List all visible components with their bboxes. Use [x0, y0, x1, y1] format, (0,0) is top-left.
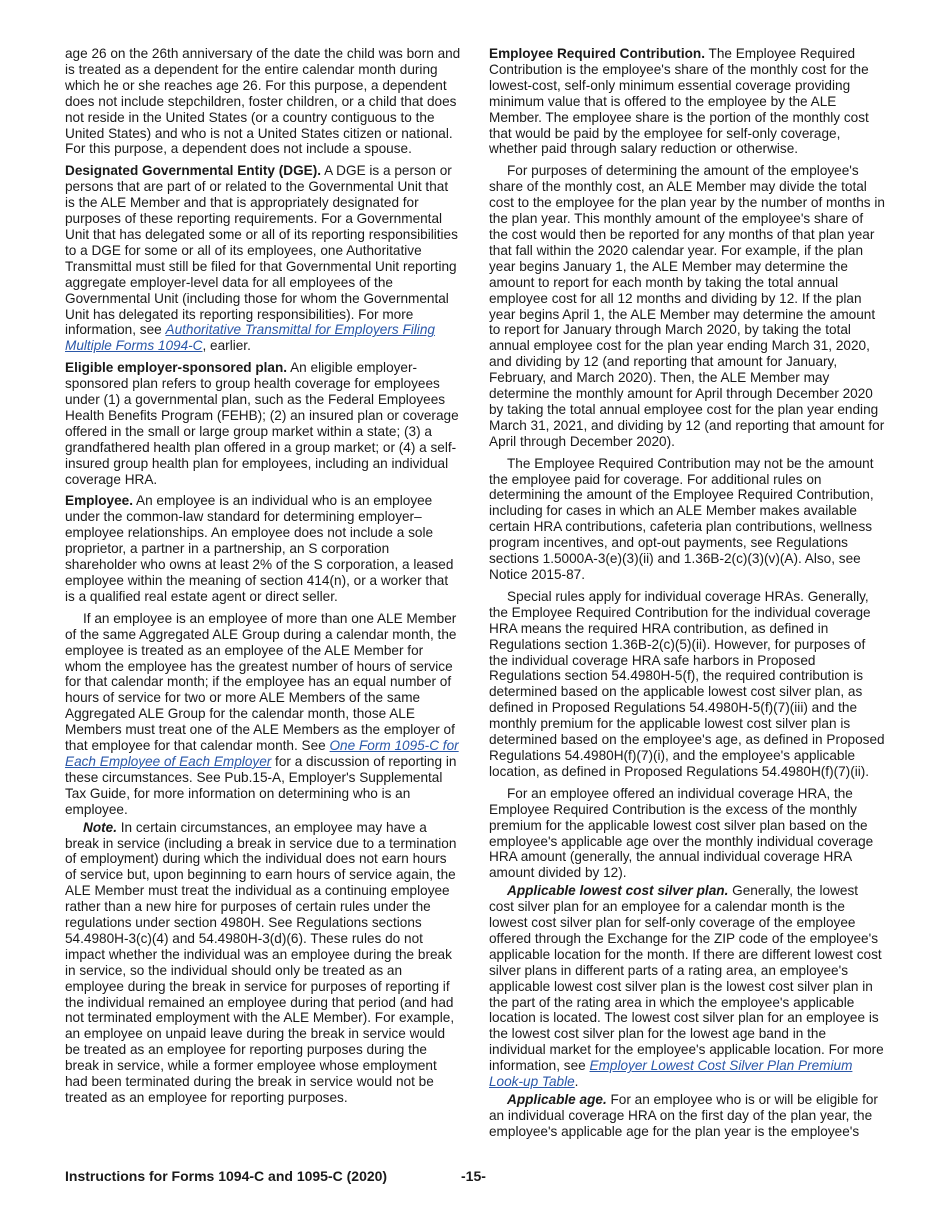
left-column	[65, 46, 461, 1112]
monthly-cost-paragraph: For purposes of determining the amount of the employee's share of the monthly cost, an ALE Member may divide the total cost to the employee for the plan year by the number of months in the plan year. This monthly amount of the employee's share of the cost would then be reported for any months of that plan year that fall within the 2020 calendar year. For example, if the plan year begins January 1, the ALE Member may determine the amount to report for each month by taking the total annual employee cost for all 12 months and dividing by 12. If the plan year begins April 1, the ALE Member may determine the amount to report for January through March 2020, by taking the total annual employee cost for the plan year ending March 31, 2020, and dividing by 12 (and reporting that amount for January, February, and March 2020). Then, the ALE Member may determine the monthly amount for April through December 2020 by taking the total annual employee cost for the plan year ending March 31, 2021, and dividing by 12 (and reporting that amount for April through December 2020).	[489, 163, 885, 449]
dependent-paragraph: age 26 on the 26th anniversary of the date the child was born and is treated as a dependent for the entire calendar month during which he or she reaches age 26. For this purpose, a dependent does not include stepchildren, foster children, or a child that does not reside in the United States (or a country contiguous to the United States) and who is not a United States citizen or national. For this purpose, a dependent does not include a spouse.	[65, 46, 461, 157]
special-rules-paragraph: Special rules apply for individual coverage HRAs. Generally, the Employee Required Contribution for the individual coverage HRA means the required HRA contribution, as defined in Regulations section 1.36B-2(c)(5)(ii). However, for purposes of the individual coverage HRA safe harbors in Proposed Regulations section 54.4980H-5(f), the required contribution is determined based on the applicable lowest cost silver plan, as defined in Proposed Regulations 54.4980H-5(f)(7)(iii) and the monthly premium for the applicable lowest cost silver plan is determined based on the employee's age, as defined in Proposed Regulations 54.4980H(f)(7)(i), and the employee's applicable location, as defined in Proposed Regulations 54.4980H(f)(7)(ii).	[489, 588, 885, 779]
eligible-plan-paragraph: Eligible employer-sponsored plan. An eligible employer-sponsored plan refers to group health coverage for employees under (1) a governmental plan, such as the Federal Employees Health Benefits Program (FEHB); (2) an insured plan or coverage offered in the small or large group market within a state; (3) a grandfathered health plan offered in a group market; or (4) a self-insured group health plan for employees, including an individual coverage HRA.	[65, 360, 459, 487]
lowest-cost-silver-paragraph: Applicable lowest cost silver plan. Generally, the lowest cost silver plan for an employee for a calendar month is the lowest cost silver plan for self-only coverage of the employee offered through the Exchange for the ZIP code of the employee's applicable location for the month. If there are different lowest cost silver plans in different parts of a rating area, an employee's applicable lowest cost silver plan is the lowest cost silver plan in the part of the rating area in which the employee's applicable location is located. The lowest cost silver plan for an employee is the lowest cost silver plan for the lowest age band in the individual market for the employee's applicable location. For more information, see Employer Lowest Cost Silver Plan Premium Look-up Table.	[489, 883, 884, 1090]
eligible-plan-heading: Eligible employer-sponsored plan.	[65, 360, 288, 376]
right-column	[489, 46, 885, 1146]
page-number: -15-	[461, 1168, 486, 1184]
employee-heading: Employee.	[65, 493, 133, 509]
employee-paragraph: Employee. An employee is an individual who is an employee under the common-law standard for determining employer–employee relationships. An employee does not include a sole proprietor, a partner in a partnership, an S corporation shareholder who owns at least 2% of the S corporation, a leased employee within the meaning of section 414(n), or a worker that is a qualified real estate agent or direct seller.	[65, 493, 454, 604]
one-form-1095c-link[interactable]: One Form 1095-C for Each Employee of Each Employer	[65, 738, 459, 769]
erc-heading: Employee Required Contribution.	[489, 46, 705, 61]
applicable-age-paragraph: Applicable age. For an employee who is or will be eligible for an individual coverage HRA on the first day of the plan year, the employee's applicable age for the plan year is the employee's	[489, 1092, 878, 1139]
break-in-service-note: Note. In certain circumstances, an employee may have a break in service (including a break in service due to a termination of employment) during which the individual does not earn hours of service but, upon beginning to earn hours of service again, the ALE Member must treat the individual as a continuing employee rather than a new hire for purposes of certain rules under the regulations under section 4980H. See Regulations sections 54.4980H-3(c)(4) and 54.4980H-3(d)(6). These rules do not impact whether the individual was an employee during the break in service, so the individual should only be treated as an employee during the break in service for purposes of reporting if the individual remained an employee during that period (and had not terminated employment with the ALE Member). For example, an employee on unpaid leave during the break in service would be treated as an employee for reporting purposes during the break in service, while a former employee whose employment had been terminated during the break in service would not be treated as an employee for reporting purposes.	[65, 819, 457, 1105]
dge-heading: Designated Governmental Entity (DGE).	[65, 163, 322, 179]
silver-plan-heading: Applicable lowest cost silver plan.	[507, 883, 729, 899]
footer-title: Instructions for Forms 1094-C and 1095-C (2020)	[65, 1168, 388, 1184]
applicable-age-heading: Applicable age.	[507, 1092, 607, 1107]
authoritative-transmittal-link[interactable]: Authoritative Transmittal for Employers Filing Multiple Forms 1094-C	[65, 322, 435, 354]
silver-plan-lookup-link[interactable]: Employer Lowest Cost Silver Plan Premium Look-up Table	[489, 1058, 853, 1090]
multiple-ale-paragraph: If an employee is an employee of more than one ALE Member of the same Aggregated ALE Group during a calendar month, the employee is treated as an employee of the ALE Member for whom the employee has the greatest number of hours of service for that calendar month; if the employee has an equal number of hours of service for two or more ALE Members of the same Aggregated ALE Group for the calendar month, those ALE Members must treat one of the ALE Members as the employer of that employee for that calendar month. See One Form 1095-C for Each Employee of Each Employer for a discussion of reporting in these circumstances. See Pub.15-A, Employer's Supplemental Tax Guide, for more information on determining who is an employee.	[65, 610, 459, 817]
note-heading: Note.	[83, 819, 117, 835]
erc-paragraph: Employee Required Contribution. The Employee Required Contribution is the employee's share of the monthly cost for the lowest-cost, self-only minimum essential coverage providing minimum value that is offered to the employee by the ALE Member. The employee share is the portion of the monthly cost that would be paid by the employee for self-only coverage, whether paid through salary reduction or otherwise.	[489, 46, 869, 157]
dge-paragraph: Designated Governmental Entity (DGE). A DGE is a person or persons that are part of or related to the Governmental Unit that is the ALE Member and that is appropriately designated for purposes of these reporting requirements. For a Governmental Unit that has delegated some or all of its reporting responsibilities to a DGE for some or all of its employees, one Authoritative Transmittal must still be filed for that Governmental Unit reporting aggregate employer-level data for all employees of the Governmental Unit (including those for whom the Governmental Unit has delegated its reporting responsibilities). For more information, see Authoritative Transmittal for Employers Filing Multiple Forms 1094-C, earlier.	[65, 163, 458, 354]
not-amount-paid-paragraph: The Employee Required Contribution may not be the amount the employee paid for coverage. For additional rules on determining the amount of the Employee Required Contribution, including for cases in which an ALE Member makes available certain HRA contributions, cafeteria plan contributions, wellness program incentives, and opt-out payments, see Regulations sections 1.5000A-3(e)(3)(ii) and 1.36B-2(c)(3)(v)(A). Also, see Notice 2015-87.	[489, 455, 874, 582]
hra-offered-paragraph: For an employee offered an individual coverage HRA, the Employee Required Contribution is the excess of the monthly premium for the applicable lowest cost silver plan based on the employee's applicable age over the monthly individual coverage HRA amount (generally, the annual individual coverage HRA amount divided by 12).	[489, 785, 874, 881]
